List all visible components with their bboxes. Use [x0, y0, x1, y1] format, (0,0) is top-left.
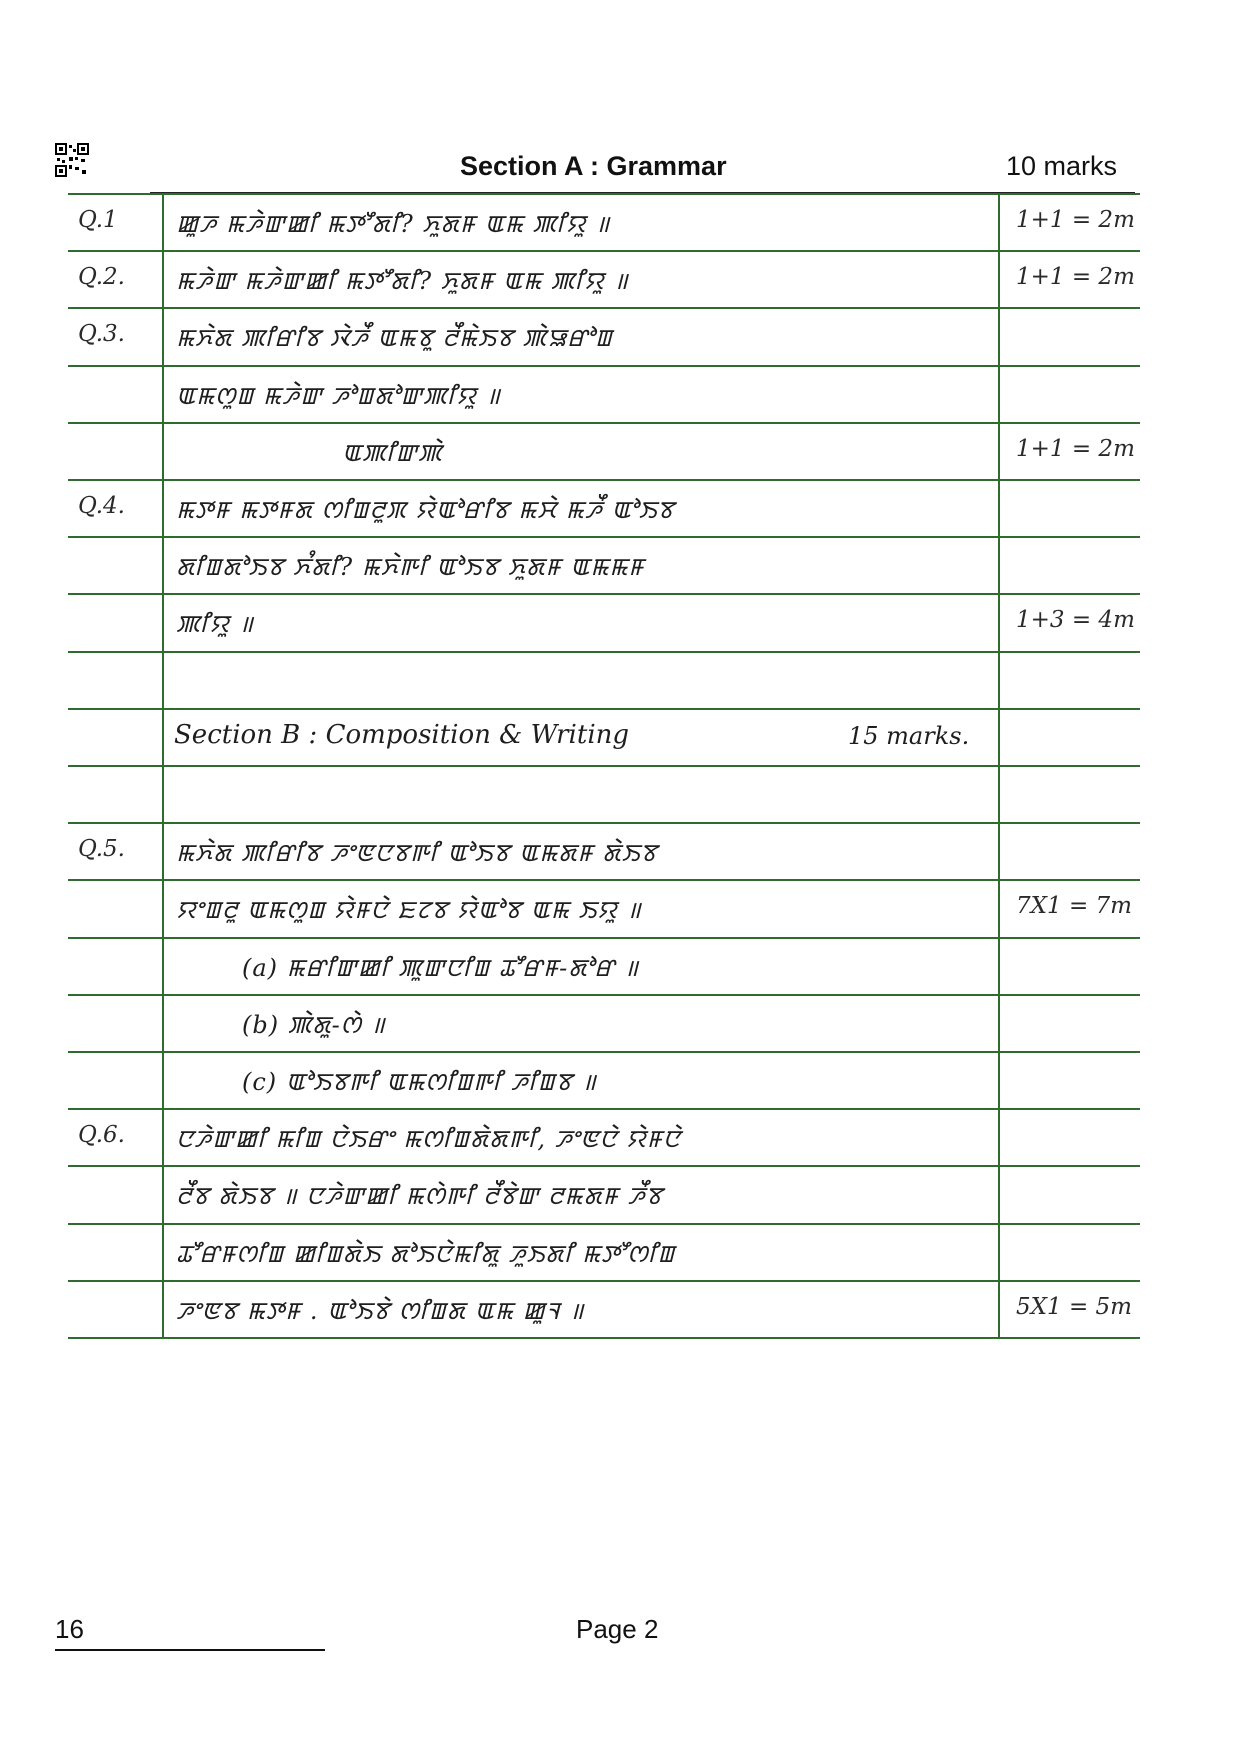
table-rule [68, 365, 1140, 367]
table-rule [68, 879, 1140, 881]
table-rule [68, 1108, 1140, 1110]
question-number: Q.4. [78, 493, 125, 519]
question-number: Q.6. [78, 1122, 125, 1148]
question-text: ꯃꯇꯝ ꯃꯇꯝꯗ ꯁꯤꯡꯂꯨꯞ ꯌꯥꯑꯣꯔꯤꯕ ꯃꯆꯥ ꯃꯍꯩ ꯑꯣꯏꯕ [176, 496, 675, 524]
table-rule [68, 708, 1140, 710]
section-title: Section A : Grammar [460, 151, 727, 181]
section-b-marks: 15 marks. [848, 722, 970, 750]
table-rule [68, 536, 1140, 538]
question-text: ꯃꯍꯥꯛ ꯃꯍꯥꯛꯀꯤ ꯃꯇꯧꯗꯤ? ꯈꯨꯗꯝ ꯑꯃ ꯄꯤꯌꯨ ॥ [176, 267, 629, 295]
question-text: ꯗꯤꯡꯗꯣꯏꯕ ꯈꯪꯗꯤ? ꯃꯈꯥꯒꯤ ꯑꯣꯏꯕ ꯈꯨꯗꯝ ꯑꯃꯃꯝ [176, 553, 645, 581]
table-column-rule [162, 193, 164, 1337]
page-label: Page 2 [576, 1614, 659, 1644]
question-text: ꯍꯦꯟꯕ ꯃꯇꯝ . ꯑꯣꯏꯕꯥ ꯁꯤꯡꯗ ꯑꯃ ꯀꯨꯜ ॥ [176, 1297, 585, 1325]
marks-value: 1+1 = 2m [1016, 264, 1135, 290]
page-number-rule [55, 1649, 325, 1651]
table-rule [68, 193, 1140, 195]
table-rule [68, 765, 1140, 767]
question-number: Q.2. [78, 264, 125, 290]
question-text: (c) ꯑꯣꯏꯕꯒꯤ ꯑꯃꯁꯤꯡꯒꯤ ꯍꯤꯡꯕ ॥ [242, 1068, 597, 1096]
question-number: Q.1 [78, 207, 118, 233]
table-rule [68, 1165, 1140, 1167]
total-marks: 10 marks [1006, 151, 1118, 181]
question-number: Q.5. [78, 836, 125, 862]
question-text: ꯂꯩꯕ ꯗꯥꯏꯕ ॥ ꯅꯍꯥꯛꯀꯤ ꯃꯁꯥꯒꯤ ꯂꯩꯕꯥꯛ ꯂꯃꯗꯝ ꯍꯩꯕ [176, 1182, 663, 1210]
table-rule [68, 593, 1140, 595]
section-b-title: Section B : Composition & Writing [174, 720, 630, 750]
question-text: (a) ꯃꯔꯤꯛꯀꯤ ꯄꯨꯛꯅꯤꯡ ꯊꯧꯔꯝ-ꯗꯣꯔ ॥ [242, 954, 640, 982]
question-text: ꯄꯤꯌꯨ ॥ [176, 610, 254, 638]
question-text: ꯃꯈꯥꯗ ꯄꯤꯔꯤꯕ ꯋꯥꯍꯩ ꯑꯃꯕꯨ ꯂꯩꯃꯥꯏꯕ ꯄꯥꯎꯔꯣꯡ [176, 324, 613, 352]
page-number: 16 [55, 1614, 84, 1644]
question-text: (b) ꯄꯥꯗꯨ-ꯁꯥ ॥ [242, 1011, 386, 1039]
marks-value: 7X1 = 7m [1016, 893, 1132, 919]
question-number: Q.3. [78, 321, 125, 347]
table-rule [68, 250, 1140, 252]
table-rule [68, 822, 1140, 824]
table-rule [68, 937, 1140, 939]
table-rule [68, 651, 1140, 653]
question-text: ꯃꯈꯥꯗ ꯄꯤꯔꯤꯕ ꯍꯦꯟꯅꯕꯒꯤ ꯑꯣꯏꯕ ꯑꯃꯗꯝ ꯗꯥꯏꯕ [176, 839, 658, 867]
table-rule [68, 1223, 1140, 1225]
question-text: ꯅꯍꯥꯛꯀꯤ ꯃꯤꯡ ꯅꯥꯏꯔꯦ ꯃꯁꯤꯡꯗꯥꯗꯒꯤ, ꯍꯦꯟꯅꯥ ꯌꯥꯝꯅꯥ [176, 1125, 681, 1153]
table-rule [68, 994, 1140, 996]
question-text: ꯑꯃꯁꯨꯡ ꯃꯍꯥꯛ ꯍꯣꯡꯗꯣꯛꯄꯤꯌꯨ ॥ [176, 382, 502, 410]
marks-value: 1+3 = 4m [1016, 607, 1135, 633]
marks-value: 5X1 = 5m [1016, 1294, 1132, 1320]
marks-value: 1+1 = 2m [1016, 436, 1135, 462]
table-column-rule [998, 193, 1000, 1337]
table-rule [68, 479, 1140, 481]
marks-value: 1+1 = 2m [1016, 207, 1135, 233]
table-rule [68, 1280, 1140, 1282]
question-text: ꯊꯧꯔꯝꯁꯤꯡ ꯀꯤꯡꯗꯥꯏ ꯗꯣꯏꯅꯥꯃꯤꯗꯨ ꯍꯨꯏꯗꯤ ꯃꯇꯧꯁꯤꯡ [176, 1240, 676, 1268]
table-rule [68, 1337, 1140, 1339]
question-text: ꯌꯦꯡꯂꯨ ꯑꯃꯁꯨꯡ ꯌꯥꯝꯅꯥ ꯐꯖꯕ ꯌꯥꯑꯣꯕ ꯑꯃ ꯏꯌꯨ ॥ [176, 896, 642, 924]
table-rule [68, 1051, 1140, 1053]
question-text: ꯑꯄꯤꯛꯄꯥ [342, 439, 443, 467]
question-text: ꯀꯨꯍ ꯃꯍꯥꯛꯀꯤ ꯃꯇꯧꯗꯤ? ꯈꯨꯗꯝ ꯑꯃ ꯄꯤꯌꯨ ॥ [176, 210, 611, 238]
table-rule [68, 422, 1140, 424]
table-rule [68, 307, 1140, 309]
